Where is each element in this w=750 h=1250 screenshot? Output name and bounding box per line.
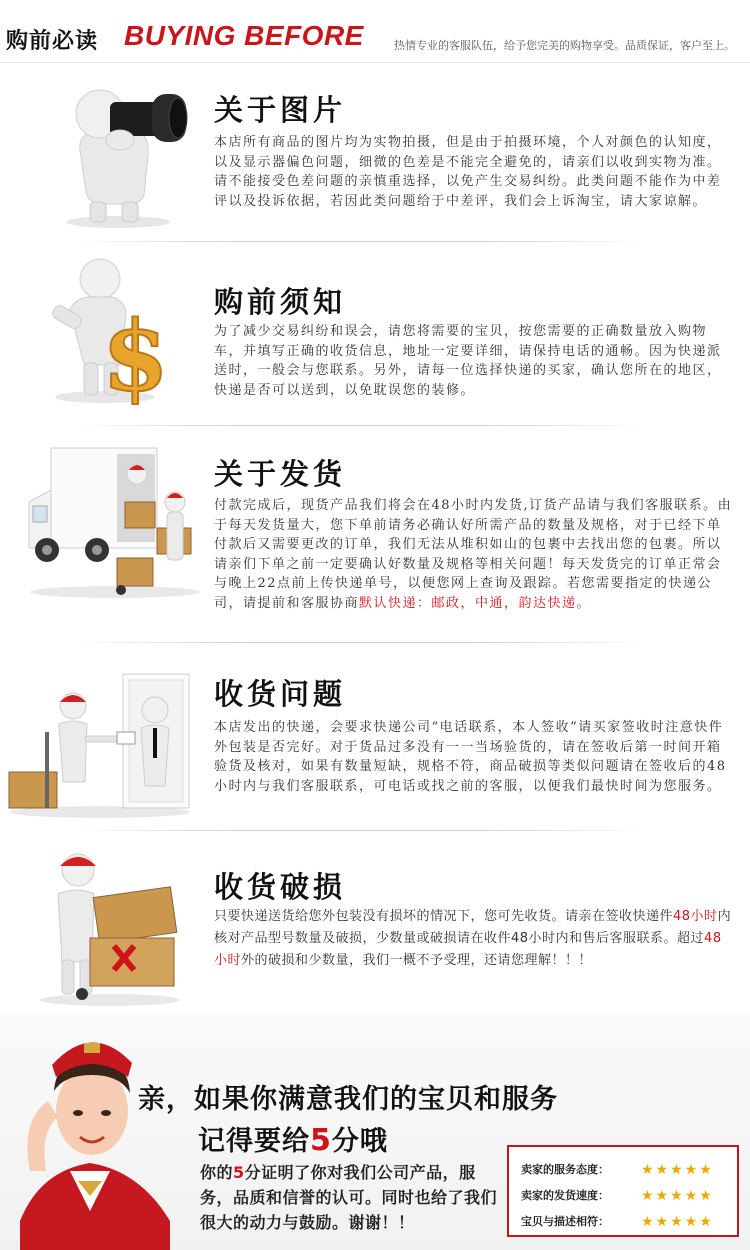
- rating-label: 卖家的服务态度：: [521, 1163, 609, 1176]
- header-tagline: 热情专业的客服队伍，给予您完美的购物享受。品质保证，客户至上。: [394, 39, 735, 52]
- damage-text-a: 只要快递送货给您外包装没有损坏的情况下，您可先收货。请亲在签收快递件: [214, 909, 674, 924]
- section-text-notice: 为了减少交易纠纷和误会，请您将需要的宝贝，按您需要的正确数量放入购物车，并填写正确的收货信息，地址一定要详细，请保持电话的通畅。因为快递派送时，一般会与您联系。另外，请每一位选择快递的买家，确认您所在的地区，快递是否可以送到，以免耽误您的装修。: [214, 324, 722, 398]
- banner-line2: [198, 1119, 388, 1158]
- rating-row-description: [521, 1213, 714, 1230]
- banner-paragraph: [200, 1160, 500, 1235]
- star-icons: ★★★★★: [641, 1214, 714, 1230]
- section-title-notice: 购前须知: [214, 285, 347, 319]
- section-divider: [70, 425, 650, 426]
- section-title-receiving: 收货问题: [214, 677, 347, 711]
- dollar-figure-icon: [40, 255, 170, 409]
- delivery-handover-icon: [5, 662, 195, 826]
- shipping-default-couriers: 默认快递：邮政，中通，韵达快递。: [359, 595, 592, 611]
- rating-label: 卖家的发货速度：: [521, 1189, 609, 1202]
- header-title-en: BUYING BEFORE: [124, 20, 364, 51]
- section-divider: [70, 642, 650, 643]
- banner-para-a: 你的: [200, 1163, 234, 1182]
- rating-row-shipping: [521, 1187, 714, 1204]
- rating-banner: [0, 1015, 750, 1250]
- banner-line2-b: 分哦: [331, 1126, 388, 1157]
- flight-attendant-figure-icon: [0, 1021, 190, 1250]
- damage-text-b: 内核对产品型号数量及破损，少数量或破损请在收件48小时内和售后客服联系。超过: [214, 909, 732, 946]
- rating-box: [507, 1145, 739, 1237]
- photographer-figure-icon: [40, 80, 190, 234]
- star-icons: ★★★★★: [641, 1162, 714, 1178]
- damage-hours-b: 48小时: [214, 931, 722, 968]
- section-text-shipping: [214, 496, 734, 613]
- section-divider: [70, 241, 650, 242]
- page-header: [0, 0, 750, 63]
- banner-line1: 亲，如果你满意我们的宝贝和服务: [138, 1084, 558, 1115]
- section-text-damage: [214, 906, 734, 972]
- section-title-shipping: 关于发货: [214, 457, 347, 491]
- section-title-photos: 关于图片: [214, 93, 347, 127]
- header-title-cn: 购前必读: [6, 29, 99, 54]
- rating-label: 宝贝与描述相符：: [521, 1215, 609, 1228]
- svg-text:$: $: [102, 300, 169, 405]
- delivery-truck-icon: [25, 442, 205, 606]
- banner-score: 5: [310, 1123, 332, 1158]
- shipping-text-main: 付款完成后，现货产品我们将会在48小时内发货,订货产品请与我们客服联系。由于每天发货量大，您下单前请务必确认好所需产品的数量及规格，对于已经下单付款后又需要更改的订单，我们无法从堆积如山的包裹中去找出您的包裹。所以请亲们下单之前一定要确认好数量及规格等相关问题！每天发货完的订单正常会与晚上22点前上传快递单号，以便您网上查询及跟踪。若您需要指定的快递公司，请提前和客服协商: [214, 498, 733, 611]
- banner-para-score: 5: [233, 1163, 245, 1182]
- rating-row-service: [521, 1161, 714, 1178]
- banner-para-b: 分证明了你对我们公司产品，服务，品质和信誉的认可。同时也给了我们很大的动力与鼓励。谢谢！！: [200, 1163, 498, 1232]
- star-icons: ★★★★★: [641, 1188, 714, 1204]
- damaged-package-figure-icon: [30, 842, 190, 1011]
- section-text-receiving: 本店发出的快递，会要求快递公司“电话联系，本人签收”请买家签收时注意快件外包装是否完好。对于货品过多没有一一当场验货的，请在签收后第一时间开箱验货及核对，如果有数量短缺，规格不符，商品破损等类似问题请在签收后的48小时内与我们客服联系，可电话或找之前的客服，以便我们最快时间为您服务。: [214, 720, 727, 794]
- section-divider: [70, 830, 650, 831]
- damage-text-c: 外的破损和少数量，我们一概不予受理，还请您理解！！！: [241, 953, 593, 968]
- section-title-damage: 收货破损: [214, 870, 347, 904]
- damage-hours-a: 48小时: [673, 909, 718, 924]
- section-text-photos: 本店所有商品的图片均为实物拍摄，但是由于拍摄环境，个人对颜色的认知度，以及显示器偏色问题，细微的色差是不能完全避免的，请亲们以收到实物为准。请不能接受色差问题的亲慎重选择，以免产生交易纠纷。此类问题不能作为中差评以及投诉依据，若因此类问题给于中差评，我们会上诉淘宝，请大家谅解。: [214, 135, 722, 209]
- banner-line2-a: 记得要给: [198, 1126, 310, 1157]
